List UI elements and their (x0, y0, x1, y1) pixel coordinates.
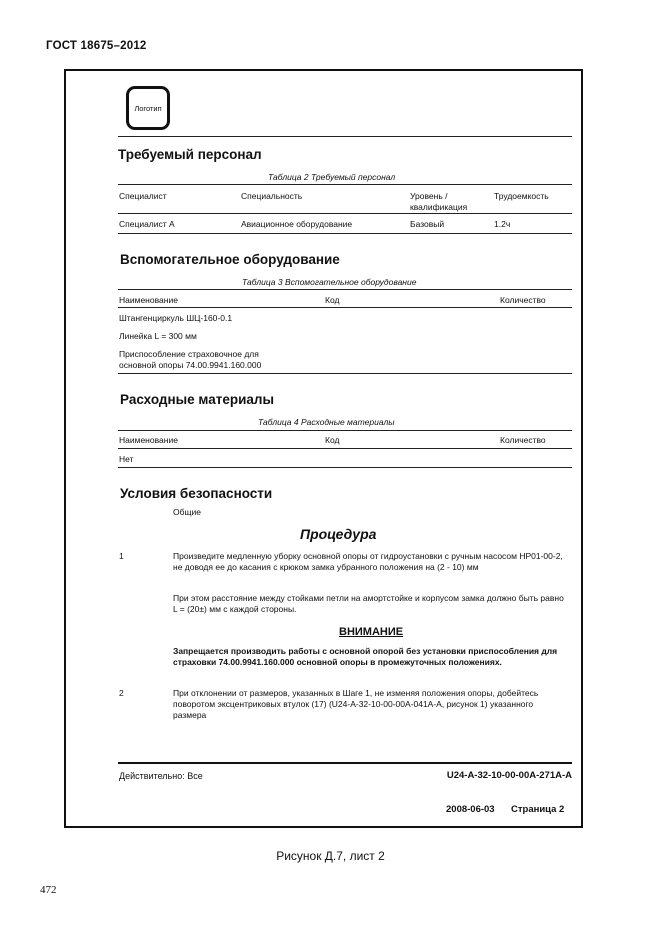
safety-heading: Условия безопасности (120, 486, 273, 501)
consumables-table-caption: Таблица 4 Расходные материалы (258, 417, 395, 427)
header-rule (118, 136, 572, 137)
consumables-col-qty: Количество (500, 435, 546, 445)
table-cell: Базовый (410, 219, 445, 229)
personnel-col-specialist: Специалист (119, 191, 167, 201)
table-rule (118, 373, 572, 374)
safety-general: Общие (173, 507, 201, 517)
table-rule (118, 213, 572, 214)
table-cell: Нет (119, 454, 134, 464)
table-cell: Авиационное оборудование (241, 219, 353, 229)
warning-title: ВНИМАНИЕ (339, 626, 404, 638)
footer-date: 2008-06-03 (446, 804, 495, 815)
consumables-col-code: Код (325, 435, 340, 445)
table-rule (118, 184, 572, 185)
page-number: 472 (40, 884, 57, 896)
personnel-col-labor: Трудоемкость (494, 191, 549, 201)
document-code: U24-A-32-10-00-00A-271A-A (446, 770, 572, 781)
applicability: Действительно: Все (119, 771, 203, 781)
footer-page: Страница 2 (511, 804, 565, 815)
table-rule (118, 448, 572, 449)
step-note: При этом расстояние между стойками петли на амортстойке и корпусом замка должно быть равно L = (20±) мм с каждой стороны. (173, 593, 564, 614)
equipment-table-caption: Таблица 3 Вспомогательное оборудование (242, 277, 417, 287)
personnel-col-specialty: Специальность (241, 191, 303, 201)
equipment-col-code: Код (325, 295, 340, 305)
table-cell: Приспособление страховочное для основной опоры 74.00.9941.160.000 (119, 349, 262, 370)
step-number: 1 (119, 551, 124, 561)
procedure-title: Процедура (300, 526, 377, 542)
personnel-table-caption: Таблица 2 Требуемый персонал (268, 172, 396, 182)
figure-caption: Рисунок Д.7, лист 2 (276, 849, 385, 863)
standard-header: ГОСТ 18675–2012 (46, 40, 147, 52)
consumables-heading: Расходные материалы (120, 392, 275, 407)
equipment-col-name: Наименование (119, 295, 178, 305)
personnel-col-level: Уровень / квалификация (410, 191, 468, 212)
table-rule (118, 233, 572, 234)
step-text: Произведите медленную уборку основной опоры от гидроустановки с ручным насосом НР01-00-2, не доводя ее до касания с крюком замка убранного положения на (2 - 10) мм (173, 551, 563, 572)
table-cell: Штангенциркуль ШЦ-160-0.1 (119, 313, 233, 323)
table-rule (118, 467, 572, 468)
consumables-col-name: Наименование (119, 435, 178, 445)
logo-label: Логотип (134, 103, 162, 113)
table-cell: 1.2ч (494, 219, 511, 229)
step-number: 2 (119, 688, 124, 698)
table-rule (118, 307, 572, 308)
equipment-col-qty: Количество (500, 295, 546, 305)
equipment-heading: Вспомогательное оборудование (120, 252, 340, 267)
personnel-heading: Требуемый персонал (118, 147, 262, 162)
table-cell: Линейка L = 300 мм (119, 331, 197, 341)
footer-rule (118, 762, 572, 764)
table-rule (118, 289, 572, 290)
logo-placeholder (126, 86, 170, 130)
table-rule (118, 430, 572, 431)
step-text: При отклонении от размеров, указанных в Шаге 1, не изменяя положения опоры, добейтесь поворотом эксцентриковых втулок (17) (U24-A-32-10-00-00A-041A-A, рисунок 1) указанного размера (173, 688, 539, 720)
warning-text: Запрещается производить работы с основной опорой без установки приспособления для страховки 74.00.9941.160.000 основной опоры в промежуточных положениях. (173, 646, 558, 667)
table-cell: Специалист А (119, 219, 175, 229)
